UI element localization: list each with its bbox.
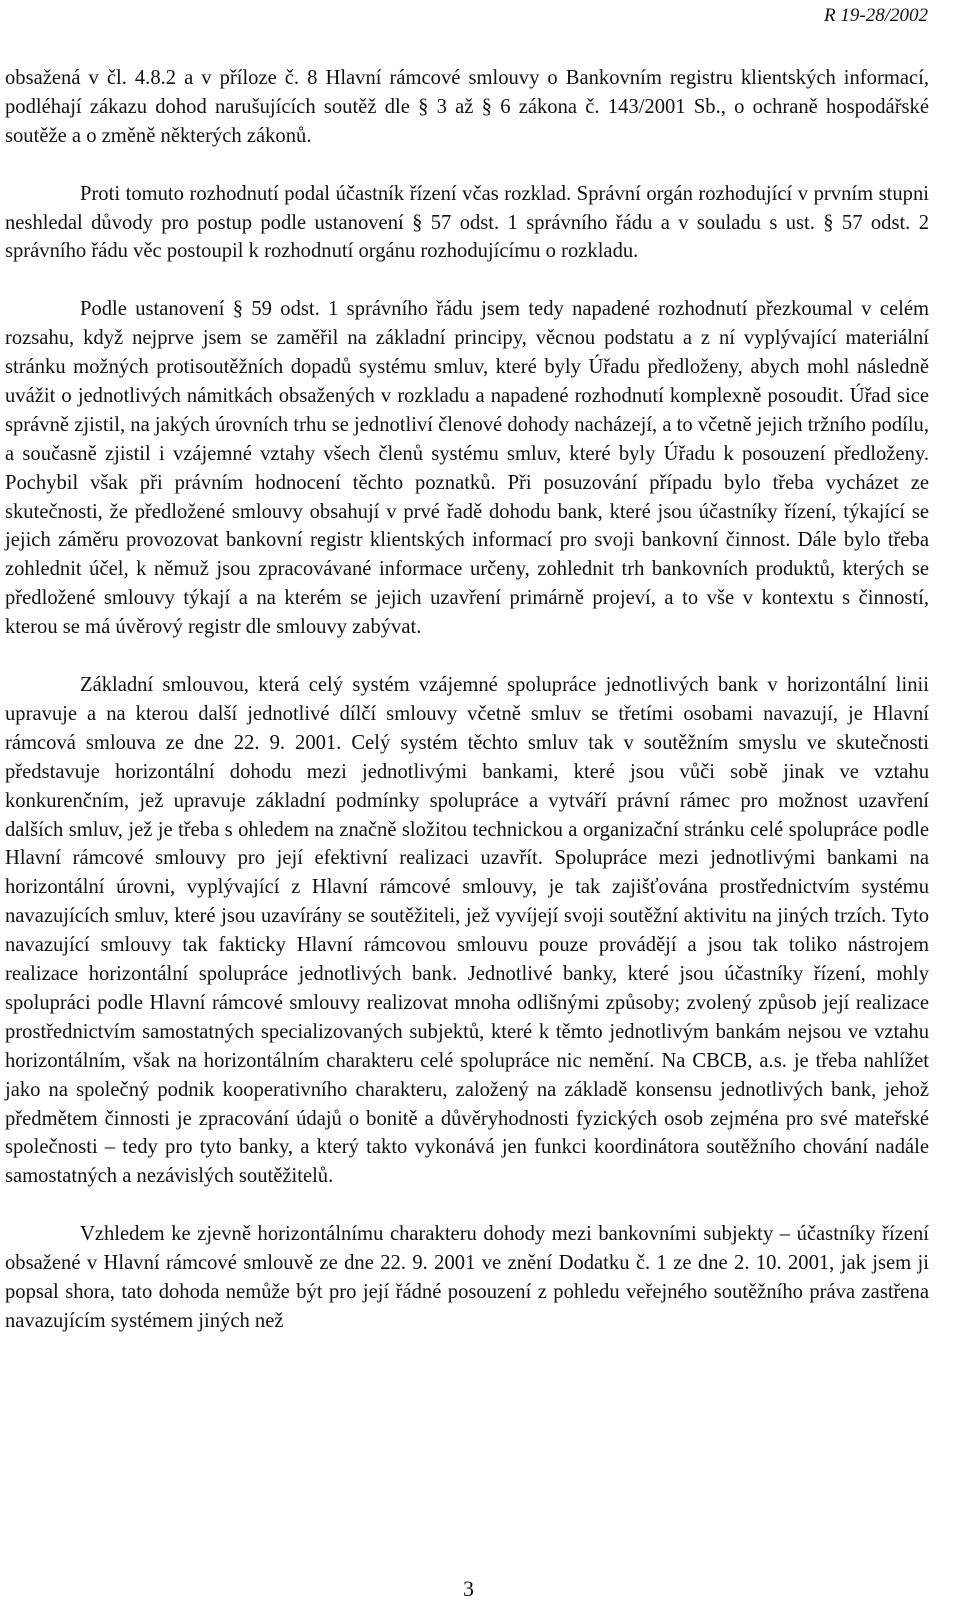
paragraph-horizontalni-charakter: Vzhledem ke zjevně horizontálnímu charakteru dohody mezi bankovními subjekty – účastníky řízení obsažené v Hlavní rámcové smlouvě ze dne 22. 9. 2001 ve znění Dodatku č. 1 ze dne 2. 10. 2001, jak jsem ji popsal shora, tato dohoda nemůže být pro její řádné posouzení z pohledu veřejného soutěžního práva zastřena navazujícím systémem jiných než [5,1223,929,1332]
paragraph-rozklad: Proti tomuto rozhodnutí podal účastník řízení včas rozklad. Správní orgán rozhodující v prvním stupni neshledal důvody pro postup podle ustanovení § 57 odst. 1 správního řádu a v souladu s ust. § 57 odst. 2 správního řádu věc postoupil k rozhodnutí orgánu rozhodujícímu o rozkladu. [5,182,929,263]
paragraph-continuation: obsažená v čl. 4.8.2 a v příloze č. 8 Hlavní rámcové smlouvy o Bankovním registru klientských informací, podléhají zákazu dohod narušujících soutěž dle § 3 až § 6 zákona č. 143/2001 Sb., o ochraně hospodářské soutěže a o změně některých zákonů. [5,67,929,147]
page-number: 3 [463,1576,474,1601]
document-reference: R 19-28/2002 [824,5,928,26]
paragraph-prezkum: Podle ustanovení § 59 odst. 1 správního řádu jsem tedy napadené rozhodnutí přezkoumal v celém rozsahu, když nejprve jsem se zaměřil na základní principy, věcnou podstatu a z ní vyplývající materiální stránku možných protisoutěžních dopadů systému smluv, které byly Úřadu předloženy, abych mohl následně uvážit o jednotlivých námitkách obsažených v rozkladu a napadené rozhodnutí komplexně posoudit. Úřad sice správně zjistil, na jakých úrovních trhu se jednotliví členové dohody nacházejí, a to včetně jejich tržního podílu, a současně zjistil i vzájemné vztahy všech členů systému smluv, které byly Úřadu k posouzení předloženy. Pochybil však při právním hodnocení těchto poznatků. Při posuzování případu bylo třeba vycházet ze skutečnosti, že předložené smlouvy obsahují v prvé řadě dohodu bank, které jsou účastníky řízení, týkající se jejich záměru provozovat bankovní registr klientských informací pro svoji bankovní činnost. Dále bylo třeba zohlednit účel, k němuž jsou zpracovávané informace určeny, zohlednit trh bankovních produktů, kterých se předložené smlouvy týkají a na kterém se jejich uzavření primárně projeví, a to vše v kontextu s činností, kterou se má úvěrový registr dle smlouvy zabývat. [5,298,929,639]
document-body [5,64,929,1336]
paragraph-zakladni-smlouva: Základní smlouvou, která celý systém vzájemné spolupráce jednotlivých bank v horizontální linii upravuje a na kterou další jednotlivé dílčí smlouvy včetně smluv se třetími osobami navazují, je Hlavní rámcová smlouva ze dne 22. 9. 2001. Celý systém těchto smluv tak v soutěžním smyslu ve skutečnosti představuje horizontální dohodu mezi jednotlivými bankami, které jsou vůči sobě jinak ve vztahu konkurenčním, jež upravuje základní podmínky spolupráce a vytváří právní rámec pro možnost uzavření dalších smluv, jež je třeba s ohledem na značně složitou technickou a organizační stránku celé spolupráce podle Hlavní rámcové smlouvy pro její efektivní realizaci uzavřít. Spolupráce mezi jednotlivými bankami na horizontální úrovni, vyplývající z Hlavní rámcové smlouvy, je tak zajišťována prostřednictvím systému navazujících smluv, které jsou uzavírány se soutěžiteli, jež vyvíjejí svoji soutěžní aktivitu na jiných trzích. Tyto navazující smlouvy tak fakticky Hlavní rámcovou smlouvu pouze provádějí a jsou tak toliko nástrojem realizace horizontální spolupráce jednotlivých bank. Jednotlivé banky, které jsou účastníky řízení, mohly spolupráci podle Hlavní rámcové smlouvy realizovat mnoha odlišnými způsoby; zvolený způsob její realizace prostřednictvím samostatných specializovaných subjektů, které k těmto jednotlivým bankám nejsou ve vztahu horizontálním, však na horizontálním charakteru celé spolupráce nic nemění. Na CBCB, a.s. je třeba nahlížet jako na společný podnik kooperativního charakteru, založený na základě konsensu jednotlivých bank, jehož předmětem činnosti je zpracování údajů o bonitě a důvěryhodnosti fyzických osob zejména pro své mateřské společnosti – tedy pro tyto banky, a který takto vykonává jen funkci koordinátora soutěžního chování nadále samostatných a nezávislých soutěžitelů. [5,673,929,1188]
